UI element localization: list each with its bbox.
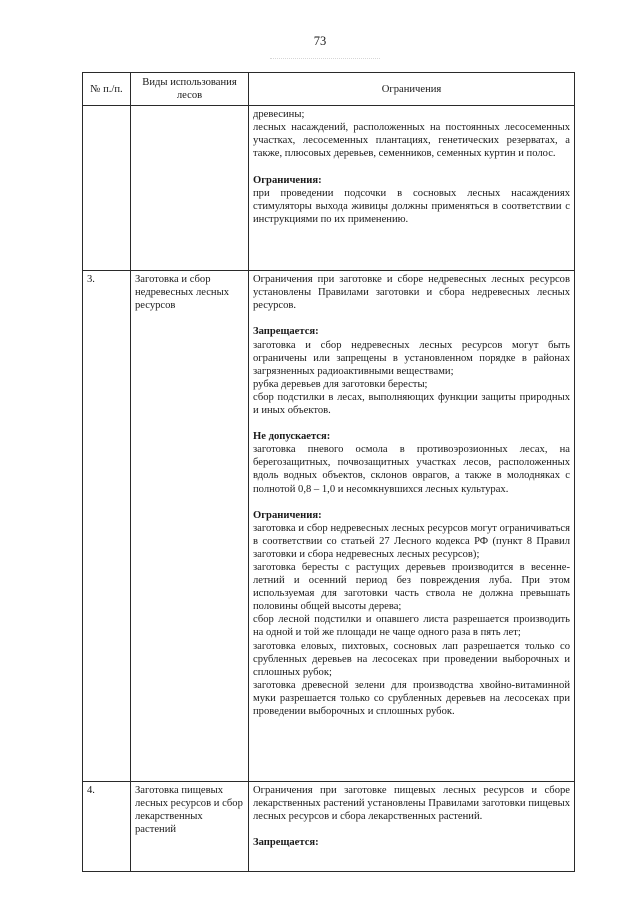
paragraph: сбор подстилки в лесах, выполняющих функции защиты природных и иных объектов. [253, 391, 570, 417]
table-header-row [83, 73, 575, 106]
paragraph-gap [253, 496, 570, 509]
paragraph: Ограничения при заготовке пищевых лесных ресурсов и сборе лекарственных растений установлены Правилами заготовки пищевых лесных ресурсов и сбора лекарственных растений. [253, 785, 570, 823]
paragraph-gap [253, 312, 570, 325]
section-label: Запрещается: [253, 837, 319, 849]
section-label: Запрещается: [253, 326, 319, 338]
scan-artifact [270, 58, 380, 67]
row-number [83, 106, 131, 271]
row-number: 4. [83, 782, 131, 872]
paragraph-gap [253, 823, 570, 836]
row-usage [131, 106, 249, 271]
paragraph-gap [253, 161, 570, 174]
paragraph: заготовка и сбор недревесных лесных ресурсов могут ограничиваться в соответствии со статьей 27 Лесного кодекса РФ (пункт 8 Правил заготовки и сбора недревесных лесных ресурсов); [253, 522, 570, 560]
paragraph: заготовка древесной зелени для производства хвойно-витаминной муки разрешается только со срубленных деревьев на лесосеках при проведении выборочных и сплошных рубок. [253, 679, 570, 717]
paragraph: заготовка и сбор недревесных лесных ресурсов могут быть ограничены или запрещены в установленном порядке в районах загрязненных радиоактивными веществами; [253, 339, 570, 377]
paragraph-gap [253, 417, 570, 430]
table-row [83, 106, 575, 271]
section-label: Ограничения: [253, 174, 322, 186]
row-usage: Заготовка пищевых лесных ресурсов и сбор лекарственных растений [131, 782, 249, 872]
paragraph: при проведении подсочки в сосновых лесных насаждениях стимуляторы выхода живицы должны применяться в соответствии с инструкциями по их применению. [253, 187, 570, 225]
row-restrictions [249, 106, 575, 271]
row-number: 3. [83, 271, 131, 782]
table-row [83, 782, 575, 872]
header-number: № п./п. [83, 73, 131, 106]
table-row [83, 271, 575, 782]
row-restrictions [249, 271, 575, 782]
paragraph: заготовка бересты с растущих деревьев производится в весенне-летний и осенний период без повреждения луба. При этом используемая для заготовки часть ствола не должна превышать половины общей высоты дерева; [253, 561, 570, 613]
paragraph: сбор лесной подстилки и опавшего листа разрешается производить на одной и той же площади не чаще одного раза в пять лет; [253, 614, 570, 639]
row-restrictions [249, 782, 575, 872]
restrictions-table [82, 72, 575, 872]
page-number: 73 [313, 34, 327, 48]
header-restrictions: Ограничения [249, 73, 575, 106]
paragraph: заготовка еловых, пихтовых, сосновых лап разрешается только со срубленных деревьев на лесосеках при проведении выборочных и сплошных рубок; [253, 640, 570, 678]
paragraph: лесных насаждений, расположенных на постоянных лесосеменных участках, лесосеменных плантациях, генетических резерватах, а также, плюсовых деревьев, семенников, семенных куртин и полос. [253, 122, 570, 160]
paragraph: заготовка пневого осмола в противоэрозионных лесах, на берегозащитных, почвозащитных участках лесов, расположенных вдоль водных объектов, склонов оврагов, а также в молодняках с полнотой 0,8 – 1,0 и несомкнувшихся лесных культурах. [253, 444, 570, 495]
row-usage: Заготовка и сбор недревесных лесных ресурсов [131, 271, 249, 782]
paragraph: Ограничения при заготовке и сборе недревесных лесных ресурсов установлены Правилами заготовки и сбора недревесных лесных ресурсов. [253, 274, 570, 312]
paragraph: рубка деревьев для заготовки бересты; [253, 378, 428, 390]
paragraph: древесины; [253, 109, 305, 121]
section-label: Не допускается: [253, 431, 331, 443]
header-usage: Виды использования лесов [131, 73, 249, 106]
section-label: Ограничения: [253, 509, 322, 521]
